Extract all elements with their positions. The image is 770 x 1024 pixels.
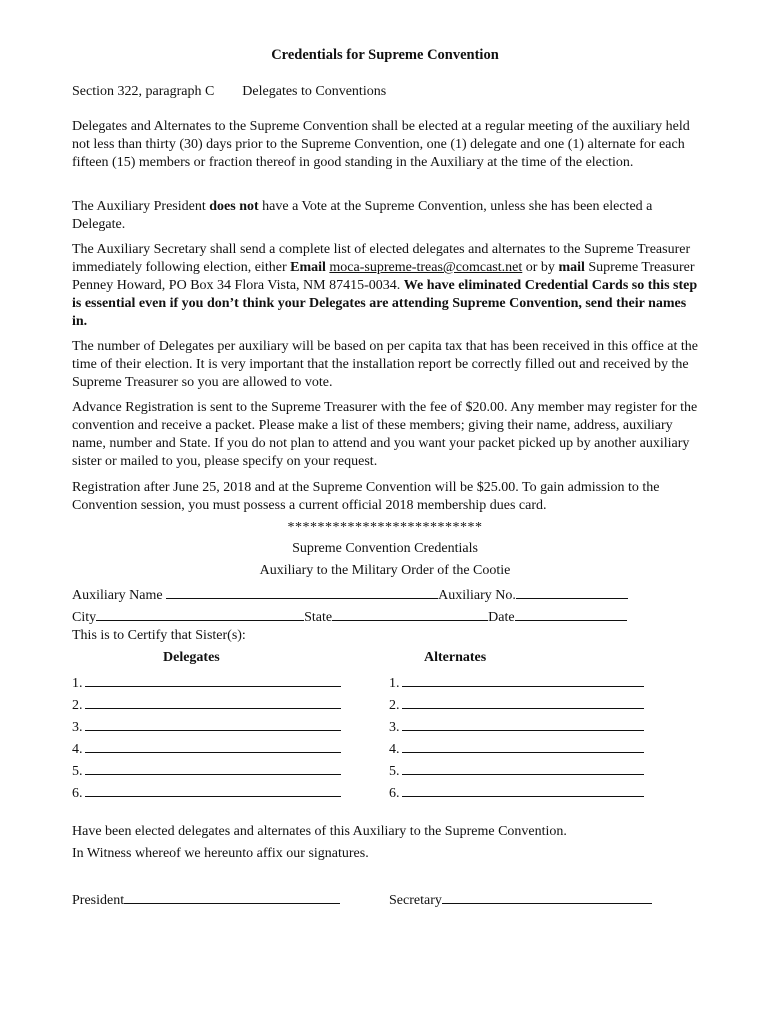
line-number: 3. bbox=[389, 720, 400, 735]
alternate-field[interactable] bbox=[402, 760, 644, 775]
delegate-field[interactable] bbox=[85, 694, 341, 709]
auxiliary-number-field[interactable] bbox=[516, 584, 628, 599]
divider-stars: ************************** bbox=[287, 520, 483, 535]
president-signature-field[interactable] bbox=[124, 889, 340, 904]
line-number: 4. bbox=[389, 742, 400, 757]
section-number: Section 322, paragraph C bbox=[72, 84, 215, 99]
alternate-line bbox=[389, 716, 644, 736]
delegate-line bbox=[72, 760, 341, 780]
line-number: 5. bbox=[72, 764, 83, 779]
line-number: 2. bbox=[72, 698, 83, 713]
alternate-line bbox=[389, 760, 644, 780]
line-number: 3. bbox=[72, 720, 83, 735]
elected-statement: Have been elected delegates and alternates of this Auxiliary to the Supreme Convention. bbox=[72, 824, 567, 839]
witness-statement: In Witness whereof we hereunto affix our signatures. bbox=[72, 846, 369, 861]
text-run: have a Vote at the Supreme Convention, unless she has been elected a Delegate. bbox=[72, 199, 653, 232]
section-reference bbox=[72, 84, 386, 100]
paragraph-delegate-count: The number of Delegates per auxiliary will be based on per capita tax that has been received in this office at the time of their election. It is very important that the installation report be correctly filled out and received by the Supreme Treasurer so you are allowed to vote. bbox=[72, 339, 698, 390]
line-number: 6. bbox=[72, 786, 83, 801]
secretary-signature-field[interactable] bbox=[442, 889, 652, 904]
delegate-field[interactable] bbox=[85, 760, 341, 775]
auxiliary-name-field[interactable] bbox=[166, 584, 438, 599]
emphasis-text: does not bbox=[209, 199, 259, 214]
alternate-line bbox=[389, 672, 644, 692]
paragraph-advance-registration: Advance Registration is sent to the Supreme Treasurer with the fee of $20.00. Any member may register for the convention and receive a packet. Please make a list of these members; giving their name, address, auxiliary name, number and State. If you do not plan to attend and you want your packet picked up by another auxiliary sister or mailed to you, please specify on your request. bbox=[72, 400, 698, 469]
form-organization: Auxiliary to the Military Order of the Cootie bbox=[259, 563, 511, 578]
state-field[interactable] bbox=[332, 606, 488, 621]
paragraph-delegates-election: Delegates and Alternates to the Supreme Convention shall be elected at a regular meeting of the auxiliary held not less than thirty (30) days prior to the Supreme Convention, one (1) delegate and one (1) alternate for each fifteen (15) members or fraction thereof in good standing in the Auxiliary at the time of the election. bbox=[72, 119, 690, 170]
state-label: State bbox=[304, 610, 333, 625]
delegate-field[interactable] bbox=[85, 672, 341, 687]
delegate-field[interactable] bbox=[85, 782, 341, 797]
section-topic: Delegates to Conventions bbox=[242, 84, 387, 99]
text-run: The Auxiliary Secretary shall send a complete list of elected delegates and alternates to the Supreme Treasurer immediately following election, either bbox=[72, 242, 691, 275]
delegate-line bbox=[72, 716, 341, 736]
delegate-line bbox=[72, 672, 341, 692]
emphasis-text: mail bbox=[558, 260, 585, 275]
president-label: President bbox=[72, 893, 125, 908]
paragraph-president-vote bbox=[72, 198, 702, 234]
alternate-field[interactable] bbox=[402, 738, 644, 753]
alternate-line bbox=[389, 782, 644, 802]
paragraph-late-registration: Registration after June 25, 2018 and at the Supreme Convention will be $25.00. To gain admission to the Convention session, you must possess a current official 2018 membership dues card. bbox=[72, 480, 660, 513]
secretary-label: Secretary bbox=[389, 893, 442, 908]
city-label: City bbox=[72, 610, 97, 625]
text-run: Supreme Treasurer Penney Howard, PO Box 34 Flora Vista, NM 87415-0034. bbox=[72, 260, 695, 293]
line-number: 5. bbox=[389, 764, 400, 779]
delegate-line bbox=[72, 738, 341, 758]
secretary-signature-line bbox=[389, 889, 652, 909]
alternate-field[interactable] bbox=[402, 694, 644, 709]
text-run: or by bbox=[522, 260, 559, 275]
text-run: The Auxiliary President bbox=[72, 199, 210, 214]
alternate-line bbox=[389, 694, 644, 714]
date-label: Date bbox=[488, 610, 515, 625]
line-number: 1. bbox=[72, 676, 83, 691]
email-link[interactable]: moca-supreme-treas@comcast.net bbox=[329, 260, 523, 275]
form-title: Supreme Convention Credentials bbox=[292, 541, 478, 556]
delegates-heading: Delegates bbox=[163, 650, 220, 665]
president-signature-line bbox=[72, 889, 340, 909]
date-field[interactable] bbox=[515, 606, 627, 621]
delegate-field[interactable] bbox=[85, 716, 341, 731]
paragraph-secretary-list bbox=[72, 241, 702, 331]
emphasis-text: Email bbox=[290, 260, 326, 275]
line-number: 4. bbox=[72, 742, 83, 757]
alternate-field[interactable] bbox=[402, 716, 644, 731]
auxiliary-name-label: Auxiliary Name bbox=[72, 588, 167, 603]
location-row bbox=[72, 606, 627, 626]
emphasis-text: We have eliminated Credential Cards so this step is essential even if you don’t think your Delegates are attending Supreme Convention, send their names in. bbox=[72, 278, 698, 329]
auxiliary-number-label: Auxiliary No. bbox=[438, 588, 516, 603]
line-number: 2. bbox=[389, 698, 400, 713]
line-number: 6. bbox=[389, 786, 400, 801]
city-field[interactable] bbox=[96, 606, 304, 621]
delegate-field[interactable] bbox=[85, 738, 341, 753]
line-number: 1. bbox=[389, 676, 400, 691]
alternates-heading: Alternates bbox=[424, 650, 487, 665]
alternate-line bbox=[389, 738, 644, 758]
alternate-field[interactable] bbox=[402, 672, 644, 687]
document-title: Credentials for Supreme Convention bbox=[271, 47, 499, 63]
certify-text: This is to Certify that Sister(s): bbox=[72, 628, 246, 643]
delegate-line bbox=[72, 694, 341, 714]
auxiliary-row bbox=[72, 584, 628, 604]
alternate-field[interactable] bbox=[402, 782, 644, 797]
delegate-line bbox=[72, 782, 341, 802]
